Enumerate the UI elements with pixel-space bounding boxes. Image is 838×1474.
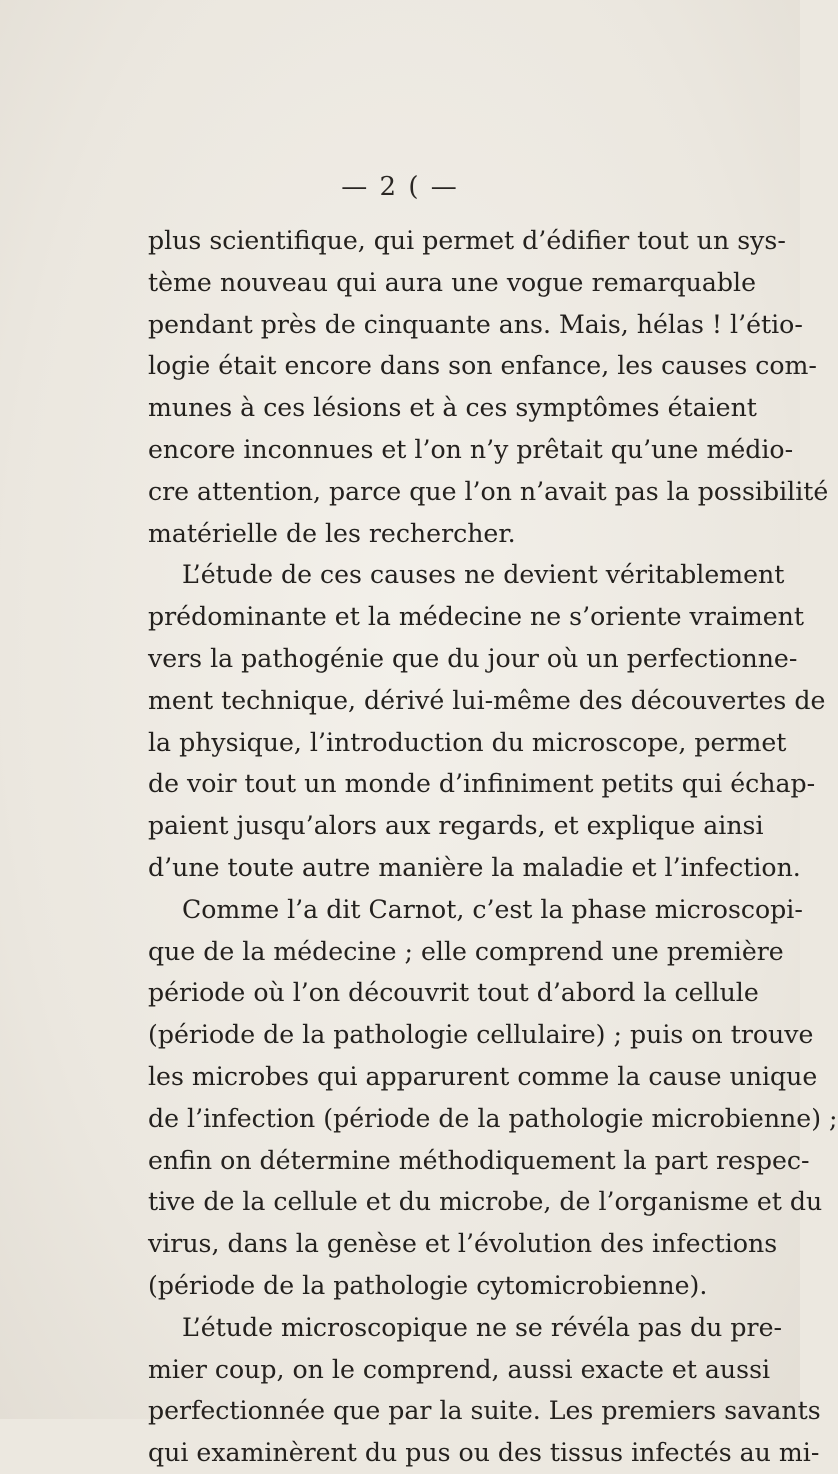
text-line: la physique, l’introduction du microscope, permet (148, 727, 787, 757)
text-line: les microbes qui apparurent comme la cause unique (148, 1061, 818, 1091)
text-line: munes à ces lésions et à ces symptômes étaient (148, 393, 757, 423)
text-line: (période de la pathologie cytomicrobienne). (148, 1270, 708, 1300)
text-line: paient jusqu’alors aux regards, et explique ainsi (148, 811, 764, 841)
text-line: virus, dans la genèse et l’évolution des infections (148, 1229, 778, 1259)
text-line: (période de la pathologie cellulaire) ; puis on trouve (148, 1020, 814, 1050)
text-line: ment technique, dérivé lui-même des découvertes de (148, 685, 826, 715)
text-line: de l’infection (période de la pathologie microbienne) ; (148, 1103, 838, 1133)
page-number: — 2 ( — (341, 172, 459, 202)
text-line: L’étude de ces causes ne devient véritablement (182, 560, 785, 590)
text-line: matérielle de les rechercher. (148, 518, 516, 548)
text-line: tive de la cellule et du microbe, de l’organisme et du (148, 1187, 823, 1217)
text-line: L’étude microscopique ne se révéla pas du pre- (182, 1312, 782, 1342)
text-line: période où l’on découvrit tout d’abord la cellule (148, 978, 759, 1008)
text-line: tème nouveau qui aura une vogue remarquable (148, 267, 756, 297)
text-line: qui examinèrent du pus ou des tissus infectés au mi- (148, 1438, 820, 1468)
text-line: plus scientifique, qui permet d’édifier tout un sys- (148, 226, 786, 255)
text-line: que de la médecine ; elle comprend une première (148, 936, 784, 966)
text-line: perfectionnée que par la suite. Les premiers savants (148, 1396, 821, 1426)
text-line: enfin on détermine méthodiquement la part respec- (148, 1145, 810, 1175)
text-line: mier coup, on le comprend, aussi exacte et aussi (148, 1354, 771, 1384)
text-line: encore inconnues et l’on n’y prêtait qu’une médio- (148, 434, 794, 464)
text-line: vers la pathogénie que du jour où un perfectionne- (148, 643, 798, 673)
text-line: pendant près de cinquante ans. Mais, hélas ! l’étio- (148, 309, 803, 339)
text-line: Comme l’a dit Carnot, c’est la phase microscopi- (182, 894, 803, 924)
text-line: prédominante et la médecine ne s’oriente vraiment (148, 602, 804, 632)
body-text (148, 220, 838, 1474)
text-line: d’une toute autre manière la maladie et l’infection. (148, 852, 801, 882)
text-line: de voir tout un monde d’infiniment petits qui échap- (148, 769, 816, 799)
text-line: cre attention, parce que l’on n’avait pas la possibilité (148, 476, 829, 506)
text-line: logie était encore dans son enfance, les causes com- (148, 351, 817, 381)
